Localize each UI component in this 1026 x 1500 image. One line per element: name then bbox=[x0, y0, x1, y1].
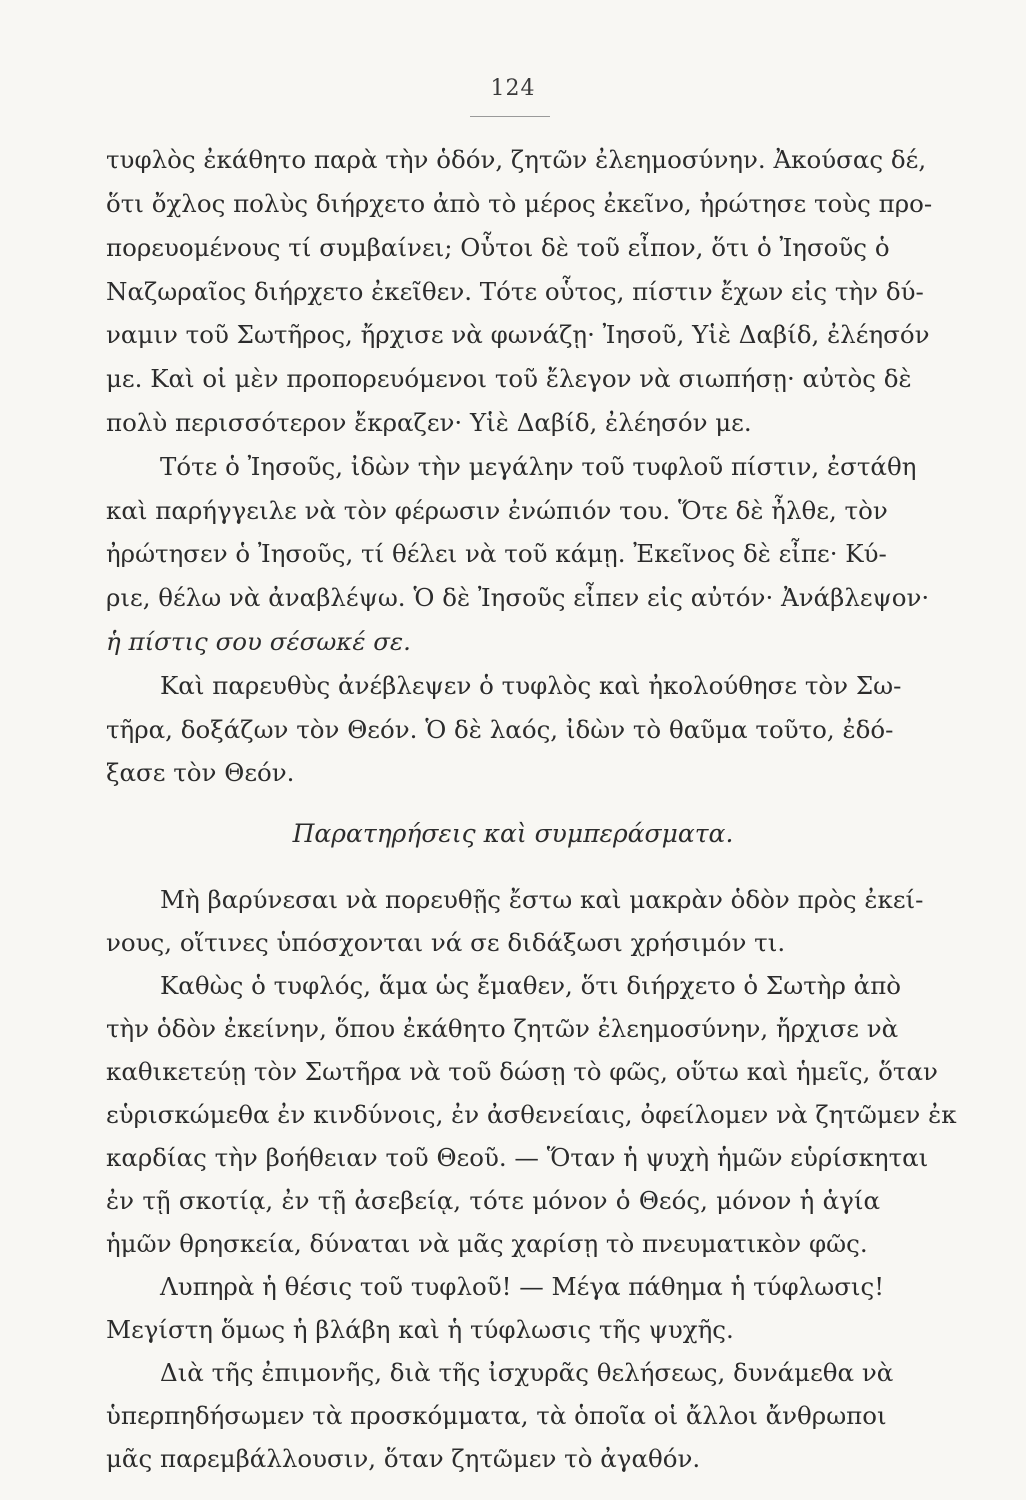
section-heading: Παρατηρήσεις καὶ συμπεράσματα. bbox=[292, 819, 734, 848]
text-line: ἐν τῇ σκοτίᾳ, ἐν τῇ ἀσεβείᾳ, τότε μόνον ὁ Θεός, μόνον ἡ ἁγία bbox=[106, 1186, 880, 1215]
text-line: ἡμῶν θρησκεία, δύναται νὰ μᾶς χαρίσῃ τὸ πνευματικὸν φῶς. bbox=[106, 1229, 868, 1258]
text-line: Καθὼς ὁ τυφλός, ἅμα ὡς ἔμαθεν, ὅτι διήρχετο ὁ Σωτὴρ ἀπὸ bbox=[160, 971, 902, 1000]
text-line: ριε, θέλω νὰ ἀναβλέψω. Ὁ δὲ Ἰησοῦς εἶπεν εἰς αὐτόν· Ἀνάβλεψον· bbox=[106, 583, 930, 612]
text-line: ὅτι ὄχλος πολὺς διήρχετο ἀπὸ τὸ μέρος ἐκεῖνο, ἠρώτησε τοὺς προ- bbox=[106, 189, 933, 218]
text-line: Ναζωραῖος διήρχετο ἐκεῖθεν. Τότε οὗτος, πίστιν ἔχων εἰς τὴν δύ- bbox=[106, 277, 924, 306]
text-line: πορευομένους τί συμβαίνει; Οὗτοι δὲ τοῦ εἶπον, ὅτι ὁ Ἰησοῦς ὁ bbox=[106, 233, 890, 262]
text-line: τῆρα, δοξάζων τὸν Θεόν. Ὁ δὲ λαός, ἰδὼν τὸ θαῦμα τοῦτο, ἐδό- bbox=[106, 715, 894, 744]
text-line: νους, οἵτινες ὑπόσχονται νά σε διδάξωσι χρήσιμόν τι. bbox=[106, 928, 786, 957]
text-line: καὶ παρήγγειλε νὰ τὸν φέρωσιν ἐνώπιόν του. Ὅτε δὲ ἦλθε, τὸν bbox=[106, 496, 888, 525]
text-line: Μεγίστη ὅμως ἡ βλάβη καὶ ἡ τύφλωσις τῆς ψυχῆς. bbox=[106, 1315, 734, 1344]
text-line: Διὰ τῆς ἐπιμονῆς, διὰ τῆς ἰσχυρᾶς θελήσεως, δυνάμεθα νὰ bbox=[160, 1358, 894, 1387]
text-line: Τότε ὁ Ἰησοῦς, ἰδὼν τὴν μεγάλην τοῦ τυφλοῦ πίστιν, ἐστάθη bbox=[160, 452, 917, 481]
text-line: καθικετεύῃ τὸν Σωτῆρα νὰ τοῦ δώσῃ τὸ φῶς, οὕτω καὶ ἡμεῖς, ὅταν bbox=[106, 1057, 938, 1086]
text-line: Καὶ παρευθὺς ἀνέβλεψεν ὁ τυφλὸς καὶ ἠκολούθησε τὸν Σω- bbox=[160, 671, 902, 700]
text-line: με. Καὶ οἱ μὲν προπορευόμενοι τοῦ ἔλεγον νὰ σιωπήσῃ· αὐτὸς δὲ bbox=[106, 364, 912, 393]
text-line: τυφλὸς ἐκάθητο παρὰ τὴν ὁδόν, ζητῶν ἐλεημοσύνην. Ἀκούσας δέ, bbox=[106, 145, 927, 174]
text-line: ὑπερπηδήσωμεν τὰ προσκόμματα, τὰ ὁποῖα οἱ ἄλλοι ἄνθρωποι bbox=[106, 1401, 887, 1430]
text-line: εὑρισκώμεθα ἐν κινδύνοις, ἐν ἀσθενείαις, ὀφείλομεν νὰ ζητῶμεν ἐκ bbox=[106, 1100, 957, 1129]
page-number: 124 bbox=[490, 76, 536, 101]
text-line: ἠρώτησεν ὁ Ἰησοῦς, τί θέλει νὰ τοῦ κάμῃ. Ἐκεῖνος δὲ εἶπε· Κύ- bbox=[106, 539, 887, 568]
text-line: ξασε τὸν Θεόν. bbox=[106, 758, 295, 787]
text-line: ναμιν τοῦ Σωτῆρος, ἤρχισε νὰ φωνάζῃ· Ἰησοῦ, Υἱὲ Δαβίδ, ἐλέησόν bbox=[106, 320, 930, 349]
text-line: Λυπηρὰ ἡ θέσις τοῦ τυφλοῦ! — Μέγα πάθημα ἡ τύφλωσις! bbox=[160, 1272, 885, 1301]
text-line: Μὴ βαρύνεσαι νὰ πορευθῇς ἔστω καὶ μακρὰν ὁδὸν πρὸς ἐκεί- bbox=[160, 885, 924, 914]
text-line: ἡ πίστις σου σέσωκέ σε. bbox=[106, 627, 411, 656]
text-line: πολὺ περισσότερον ἔκραζεν· Υἱὲ Δαβίδ, ἐλέησόν με. bbox=[106, 408, 752, 437]
page-number-rule bbox=[470, 116, 550, 117]
text-line: μᾶς παρεμβάλλουσιν, ὅταν ζητῶμεν τὸ ἀγαθόν. bbox=[106, 1444, 701, 1473]
text-line: καρδίας τὴν βοήθειαν τοῦ Θεοῦ. — Ὅταν ἡ ψυχὴ ἡμῶν εὑρίσκηται bbox=[106, 1143, 929, 1172]
text-line: τὴν ὁδὸν ἐκείνην, ὅπου ἐκάθητο ζητῶν ἐλεημοσύνην, ἤρχισε νὰ bbox=[106, 1014, 899, 1043]
